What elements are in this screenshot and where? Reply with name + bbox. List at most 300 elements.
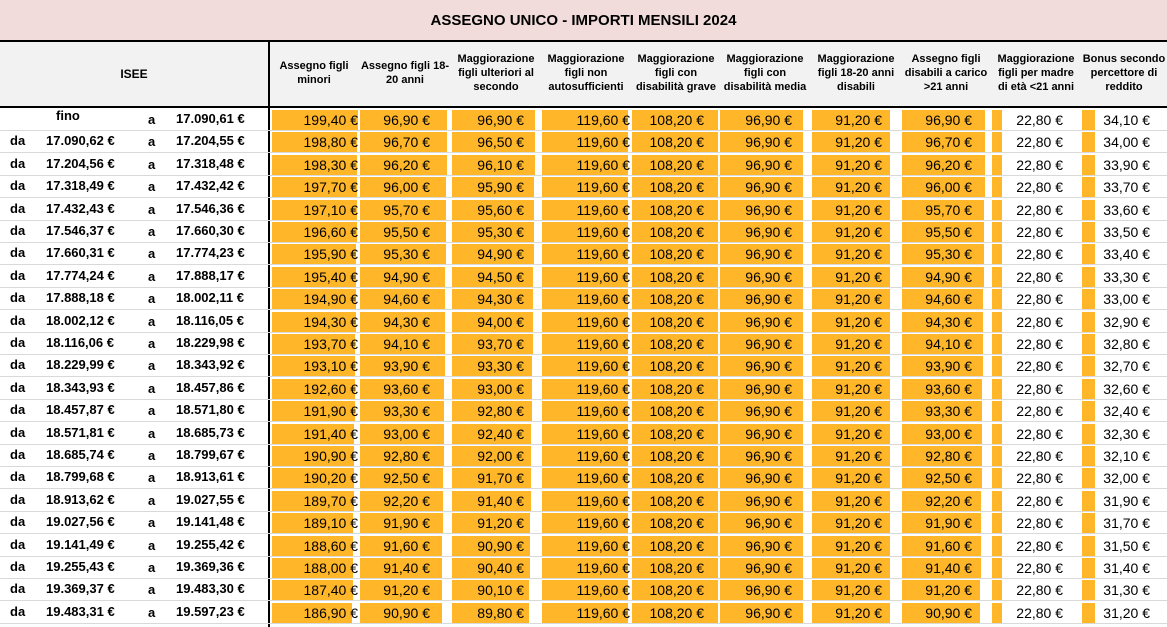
amount-value: 119,60 € [576,156,630,173]
range-label-a: a [148,515,156,531]
amount-value: 92,80 € [383,448,430,464]
amount-cell [452,267,538,287]
amount-cell [360,200,450,220]
amount-value: 33,40 € [1103,246,1150,263]
amount-cell [542,536,628,556]
amount-value: 91,90 € [925,515,972,532]
amount-value: 22,80 € [1016,179,1063,196]
range-label-a: a [148,156,156,172]
amount-value: 187,40 € [303,582,358,599]
amount-value: 31,30 € [1103,582,1150,599]
amount-cell [720,267,806,287]
amount-cell [632,468,718,488]
amount-cell [452,222,538,242]
amount-value: 22,80 € [1016,246,1063,263]
amount-cell [902,244,988,264]
range-label-a: a [148,112,156,127]
amount-value: 193,10 € [303,358,358,375]
amount-cell [1082,289,1166,309]
amount-value: 93,00 € [477,380,524,397]
table-row [0,466,1167,489]
range-label-da: da [10,335,26,350]
amount-cell [1082,200,1166,220]
amount-cell [812,356,898,376]
amount-value: 93,30 € [383,403,430,420]
amount-value: 22,80 € [1016,268,1063,285]
amount-value: 93,60 € [925,380,972,397]
table-row [0,534,1167,557]
amount-cell [1082,132,1166,152]
amount-cell [812,267,898,287]
amount-cell [992,177,1078,197]
amount-value: 91,20 € [835,224,882,240]
amount-cell [360,603,450,623]
amount-cell [632,222,718,242]
amount-value: 94,30 € [477,291,524,308]
amount-cell [542,267,628,287]
amount-cell [902,312,988,332]
amount-cell [1082,424,1166,444]
amount-cell [272,356,358,376]
range-label-a: a [148,291,156,307]
amount-value: 96,90 € [745,604,792,621]
amount-value: 92,20 € [925,492,972,509]
amount-cell [632,379,718,399]
amount-value: 119,60 € [576,380,630,397]
amount-value: 196,60 € [303,224,358,240]
amount-cell [992,446,1078,466]
amount-cell [720,356,806,376]
amount-cell [1082,312,1166,332]
amount-value: 94,90 € [383,268,430,285]
amount-cell [452,289,538,309]
amount-cell [1082,222,1166,242]
amount-cell [902,558,988,578]
amount-value: 32,70 € [1103,358,1150,375]
amount-cell [632,424,718,444]
amount-value: 191,90 € [303,403,358,420]
range-label-a: a [148,201,156,217]
amount-value: 92,00 € [477,448,524,464]
isee-to: 19.141,48 € [176,514,245,530]
range-label-a: a [148,403,156,419]
range-label-da: da [10,290,26,306]
amount-cell [542,580,628,600]
amount-cell [360,379,450,399]
amount-value: 96,90 € [745,358,792,375]
amount-cell [902,446,988,466]
amount-cell [720,491,806,511]
table-row [0,422,1167,445]
table-row [0,265,1167,288]
amount-cell [542,244,628,264]
amount-cell [902,289,988,309]
amount-cell [902,356,988,376]
amount-cell [542,424,628,444]
amount-value: 108,20 € [649,201,704,218]
amount-cell [992,603,1078,623]
amount-value: 119,60 € [576,179,630,196]
amount-cell [812,536,898,556]
amount-value: 119,60 € [576,291,630,308]
amount-value: 119,60 € [576,358,630,375]
amount-value: 197,70 € [303,179,358,196]
amount-value: 92,50 € [383,470,430,487]
amount-value: 96,90 € [745,560,792,576]
amount-cell [452,312,538,332]
amount-value: 22,80 € [1016,380,1063,397]
range-label-da: da [10,312,26,328]
amount-value: 95,70 € [925,201,972,218]
amount-cell [272,468,358,488]
amount-value: 91,20 € [835,291,882,308]
amount-cell [992,200,1078,220]
amount-value: 108,20 € [649,470,704,487]
amount-value: 91,70 € [477,470,524,487]
amount-cell [272,446,358,466]
amount-cell [720,513,806,533]
range-label-da: da [10,223,26,238]
amount-value: 90,10 € [477,582,524,599]
amount-cell [1082,558,1166,578]
amount-cell [720,132,806,152]
amount-cell [902,222,988,242]
amount-value: 108,20 € [649,156,704,173]
amount-value: 119,60 € [576,313,630,330]
amount-cell [360,424,450,444]
range-label-da: da [10,559,26,574]
amount-cell [542,289,628,309]
range-label-a: a [148,537,156,553]
amount-cell [542,177,628,197]
amount-cell [1082,580,1166,600]
amount-value: 91,20 € [835,336,882,352]
amount-value: 33,00 € [1103,291,1150,308]
amount-cell [992,155,1078,175]
amount-value: 91,20 € [835,313,882,330]
amount-cell [902,177,988,197]
range-label-a: a [148,560,156,575]
amount-cell [452,110,538,130]
amount-value: 197,10 € [303,201,358,218]
amount-cell [902,267,988,287]
amount-value: 188,60 € [303,537,358,554]
amount-cell [542,222,628,242]
amount-cell [1082,446,1166,466]
table-row [0,511,1167,534]
isee-to: 19.597,23 € [176,603,245,619]
amount-cell [542,513,628,533]
range-label-a: a [148,246,156,262]
amount-value: 31,40 € [1103,560,1150,576]
amount-value: 32,60 € [1103,380,1150,397]
isee-to: 18.913,61 € [176,469,245,485]
amount-cell [632,446,718,466]
amount-value: 32,40 € [1103,403,1150,420]
amount-cell [542,132,628,152]
amount-value: 92,80 € [925,448,972,464]
amount-value: 90,90 € [925,604,972,621]
isee-from: 19.255,43 € [46,559,115,574]
range-label-da: da [10,379,26,395]
amount-value: 96,90 € [745,134,792,151]
amount-value: 92,20 € [383,492,430,509]
column-header: Maggiorazione figli ulteriori al secondo [457,53,535,93]
amount-value: 91,20 € [835,403,882,420]
amount-value: 96,70 € [925,134,972,151]
amount-cell [542,312,628,332]
amount-value: 193,70 € [303,336,358,352]
amount-cell [720,177,806,197]
amount-cell [720,558,806,578]
amount-value: 93,00 € [383,425,430,442]
amount-value: 91,20 € [835,470,882,487]
amount-value: 119,60 € [576,134,630,151]
amount-value: 32,00 € [1103,470,1150,487]
amount-cell [720,424,806,444]
amount-cell [272,155,358,175]
amount-value: 91,20 € [835,582,882,599]
amount-cell [812,446,898,466]
amount-cell [452,513,538,533]
amount-value: 119,60 € [576,224,630,240]
amount-cell [632,244,718,264]
amount-value: 96,20 € [925,156,972,173]
range-label-da: da [10,267,26,283]
amount-value: 91,20 € [383,582,430,599]
amount-value: 96,90 € [745,537,792,554]
amount-value: 96,90 € [745,380,792,397]
amount-cell [1082,603,1166,623]
amount-cell [902,424,988,444]
amount-value: 91,20 € [835,268,882,285]
range-label-da: da [10,469,26,485]
amount-cell [992,558,1078,578]
amount-cell [360,267,450,287]
amount-cell [1082,491,1166,511]
table-row [0,175,1167,198]
amount-value: 108,20 € [649,492,704,509]
amount-value: 93,70 € [477,336,524,352]
amount-cell [360,244,450,264]
amount-value: 91,20 € [835,515,882,532]
amount-cell [812,155,898,175]
amount-value: 96,90 € [745,515,792,532]
amount-cell [1082,468,1166,488]
amount-value: 108,20 € [649,403,704,420]
amount-value: 31,20 € [1103,604,1150,621]
amount-cell [902,603,988,623]
amount-cell [272,177,358,197]
amount-value: 108,20 € [649,380,704,397]
table-row [0,198,1167,221]
amount-value: 96,90 € [745,425,792,442]
amount-value: 22,80 € [1016,134,1063,151]
amount-cell [632,132,718,152]
amount-cell [1082,513,1166,533]
amount-cell [452,424,538,444]
range-label-a: a [148,582,156,598]
isee-from: 17.660,31 € [46,245,115,261]
amount-cell [272,312,358,332]
range-label-a: a [148,604,156,620]
amount-value: 198,80 € [303,134,358,151]
amount-cell [720,401,806,421]
isee-from: 18.229,99 € [46,357,115,373]
amount-value: 119,60 € [576,515,630,532]
amount-value: 91,20 € [835,246,882,263]
table-row [0,578,1167,601]
table-row [0,601,1167,624]
isee-from: 19.483,31 € [46,603,115,619]
amount-value: 96,50 € [477,134,524,151]
amount-cell [452,379,538,399]
amount-cell [992,267,1078,287]
isee-to: 17.318,48 € [176,155,245,171]
amount-cell [632,334,718,354]
amount-cell [992,580,1078,600]
amount-cell [812,110,898,130]
amount-value: 32,10 € [1103,448,1150,464]
amount-value: 31,50 € [1103,537,1150,554]
amount-cell [1082,110,1166,130]
amount-value: 191,40 € [303,425,358,442]
table-row [0,377,1167,400]
column-header: Maggiorazione figli 18-20 anni disabili [817,53,895,93]
amount-value: 91,20 € [835,179,882,196]
amount-value: 119,60 € [576,492,630,509]
amount-cell [452,334,538,354]
range-label-da: da [10,447,26,462]
amount-value: 94,90 € [477,246,524,263]
amount-value: 91,40 € [477,492,524,509]
amount-cell [992,222,1078,242]
amount-cell [542,334,628,354]
amount-cell [1082,379,1166,399]
amount-value: 91,20 € [835,448,882,464]
amount-cell [542,558,628,578]
amount-cell [360,312,450,332]
table-row [0,108,1167,131]
amount-cell [812,603,898,623]
amount-cell [812,491,898,511]
amount-value: 90,90 € [383,604,430,621]
column-header: Maggiorazione figli per madre di età <21 anni [997,53,1075,93]
amount-value: 95,30 € [477,224,524,240]
isee-to: 17.432,42 € [176,178,245,194]
amount-value: 108,20 € [649,291,704,308]
amount-cell [272,491,358,511]
amount-value: 108,20 € [649,134,704,151]
amount-value: 119,60 € [576,403,630,420]
amount-value: 91,20 € [835,358,882,375]
amount-cell [902,580,988,600]
amount-cell [360,468,450,488]
amount-value: 22,80 € [1016,537,1063,554]
amount-value: 96,90 € [745,448,792,464]
amount-cell [1082,334,1166,354]
amount-value: 96,90 € [745,470,792,487]
amount-cell [632,289,718,309]
amount-value: 119,60 € [576,112,630,128]
amount-cell [632,110,718,130]
amount-cell [902,513,988,533]
amount-value: 32,30 € [1103,425,1150,442]
amount-cell [452,401,538,421]
amount-value: 33,50 € [1103,224,1150,240]
amount-cell [812,312,898,332]
amount-value: 22,80 € [1016,224,1063,240]
amount-cell [1082,244,1166,264]
amount-cell [360,289,450,309]
amount-cell [902,155,988,175]
amount-cell [272,132,358,152]
amount-cell [360,446,450,466]
amount-value: 94,90 € [925,268,972,285]
amount-value: 34,10 € [1103,112,1150,128]
range-label-da: da [10,514,26,530]
amount-value: 91,40 € [383,560,430,576]
amount-cell [542,446,628,466]
amount-value: 96,90 € [745,291,792,308]
isee-from: 18.116,06 € [46,335,114,350]
amount-cell [360,222,450,242]
amount-value: 94,10 € [925,336,972,352]
amount-value: 22,80 € [1016,403,1063,420]
amount-value: 33,60 € [1103,201,1150,218]
amount-cell [992,334,1078,354]
table-row [0,489,1167,512]
amount-value: 95,50 € [383,224,430,240]
amount-value: 194,30 € [303,313,358,330]
amount-value: 33,30 € [1103,268,1150,285]
amount-cell [452,536,538,556]
amount-cell [902,110,988,130]
amount-value: 195,90 € [303,246,358,263]
isee-from: 18.685,74 € [46,447,115,462]
amount-cell [992,513,1078,533]
amount-cell [452,491,538,511]
amount-cell [720,312,806,332]
amount-value: 119,60 € [576,268,630,285]
amount-cell [812,222,898,242]
amount-cell [542,603,628,623]
isee-to: 19.255,42 € [176,536,245,552]
column-header: Maggiorazione figli con disabilità media [723,53,807,93]
amount-cell [272,289,358,309]
amount-cell [360,491,450,511]
amount-cell [272,222,358,242]
isee-to: 19.483,30 € [176,581,245,597]
amount-cell [272,379,358,399]
amount-cell [272,513,358,533]
amount-value: 31,90 € [1103,492,1150,509]
amount-value: 91,20 € [835,201,882,218]
amount-cell [1082,401,1166,421]
amount-cell [992,244,1078,264]
amount-value: 108,20 € [649,224,704,240]
table-row [0,354,1167,377]
amount-value: 119,60 € [576,448,630,464]
amount-cell [360,177,450,197]
isee-from: 17.204,56 € [46,155,115,171]
amount-value: 198,30 € [303,156,358,173]
amount-cell [720,580,806,600]
amount-value: 96,90 € [745,224,792,240]
amount-cell [632,513,718,533]
amount-value: 119,60 € [576,582,630,599]
amount-value: 190,20 € [303,470,358,487]
